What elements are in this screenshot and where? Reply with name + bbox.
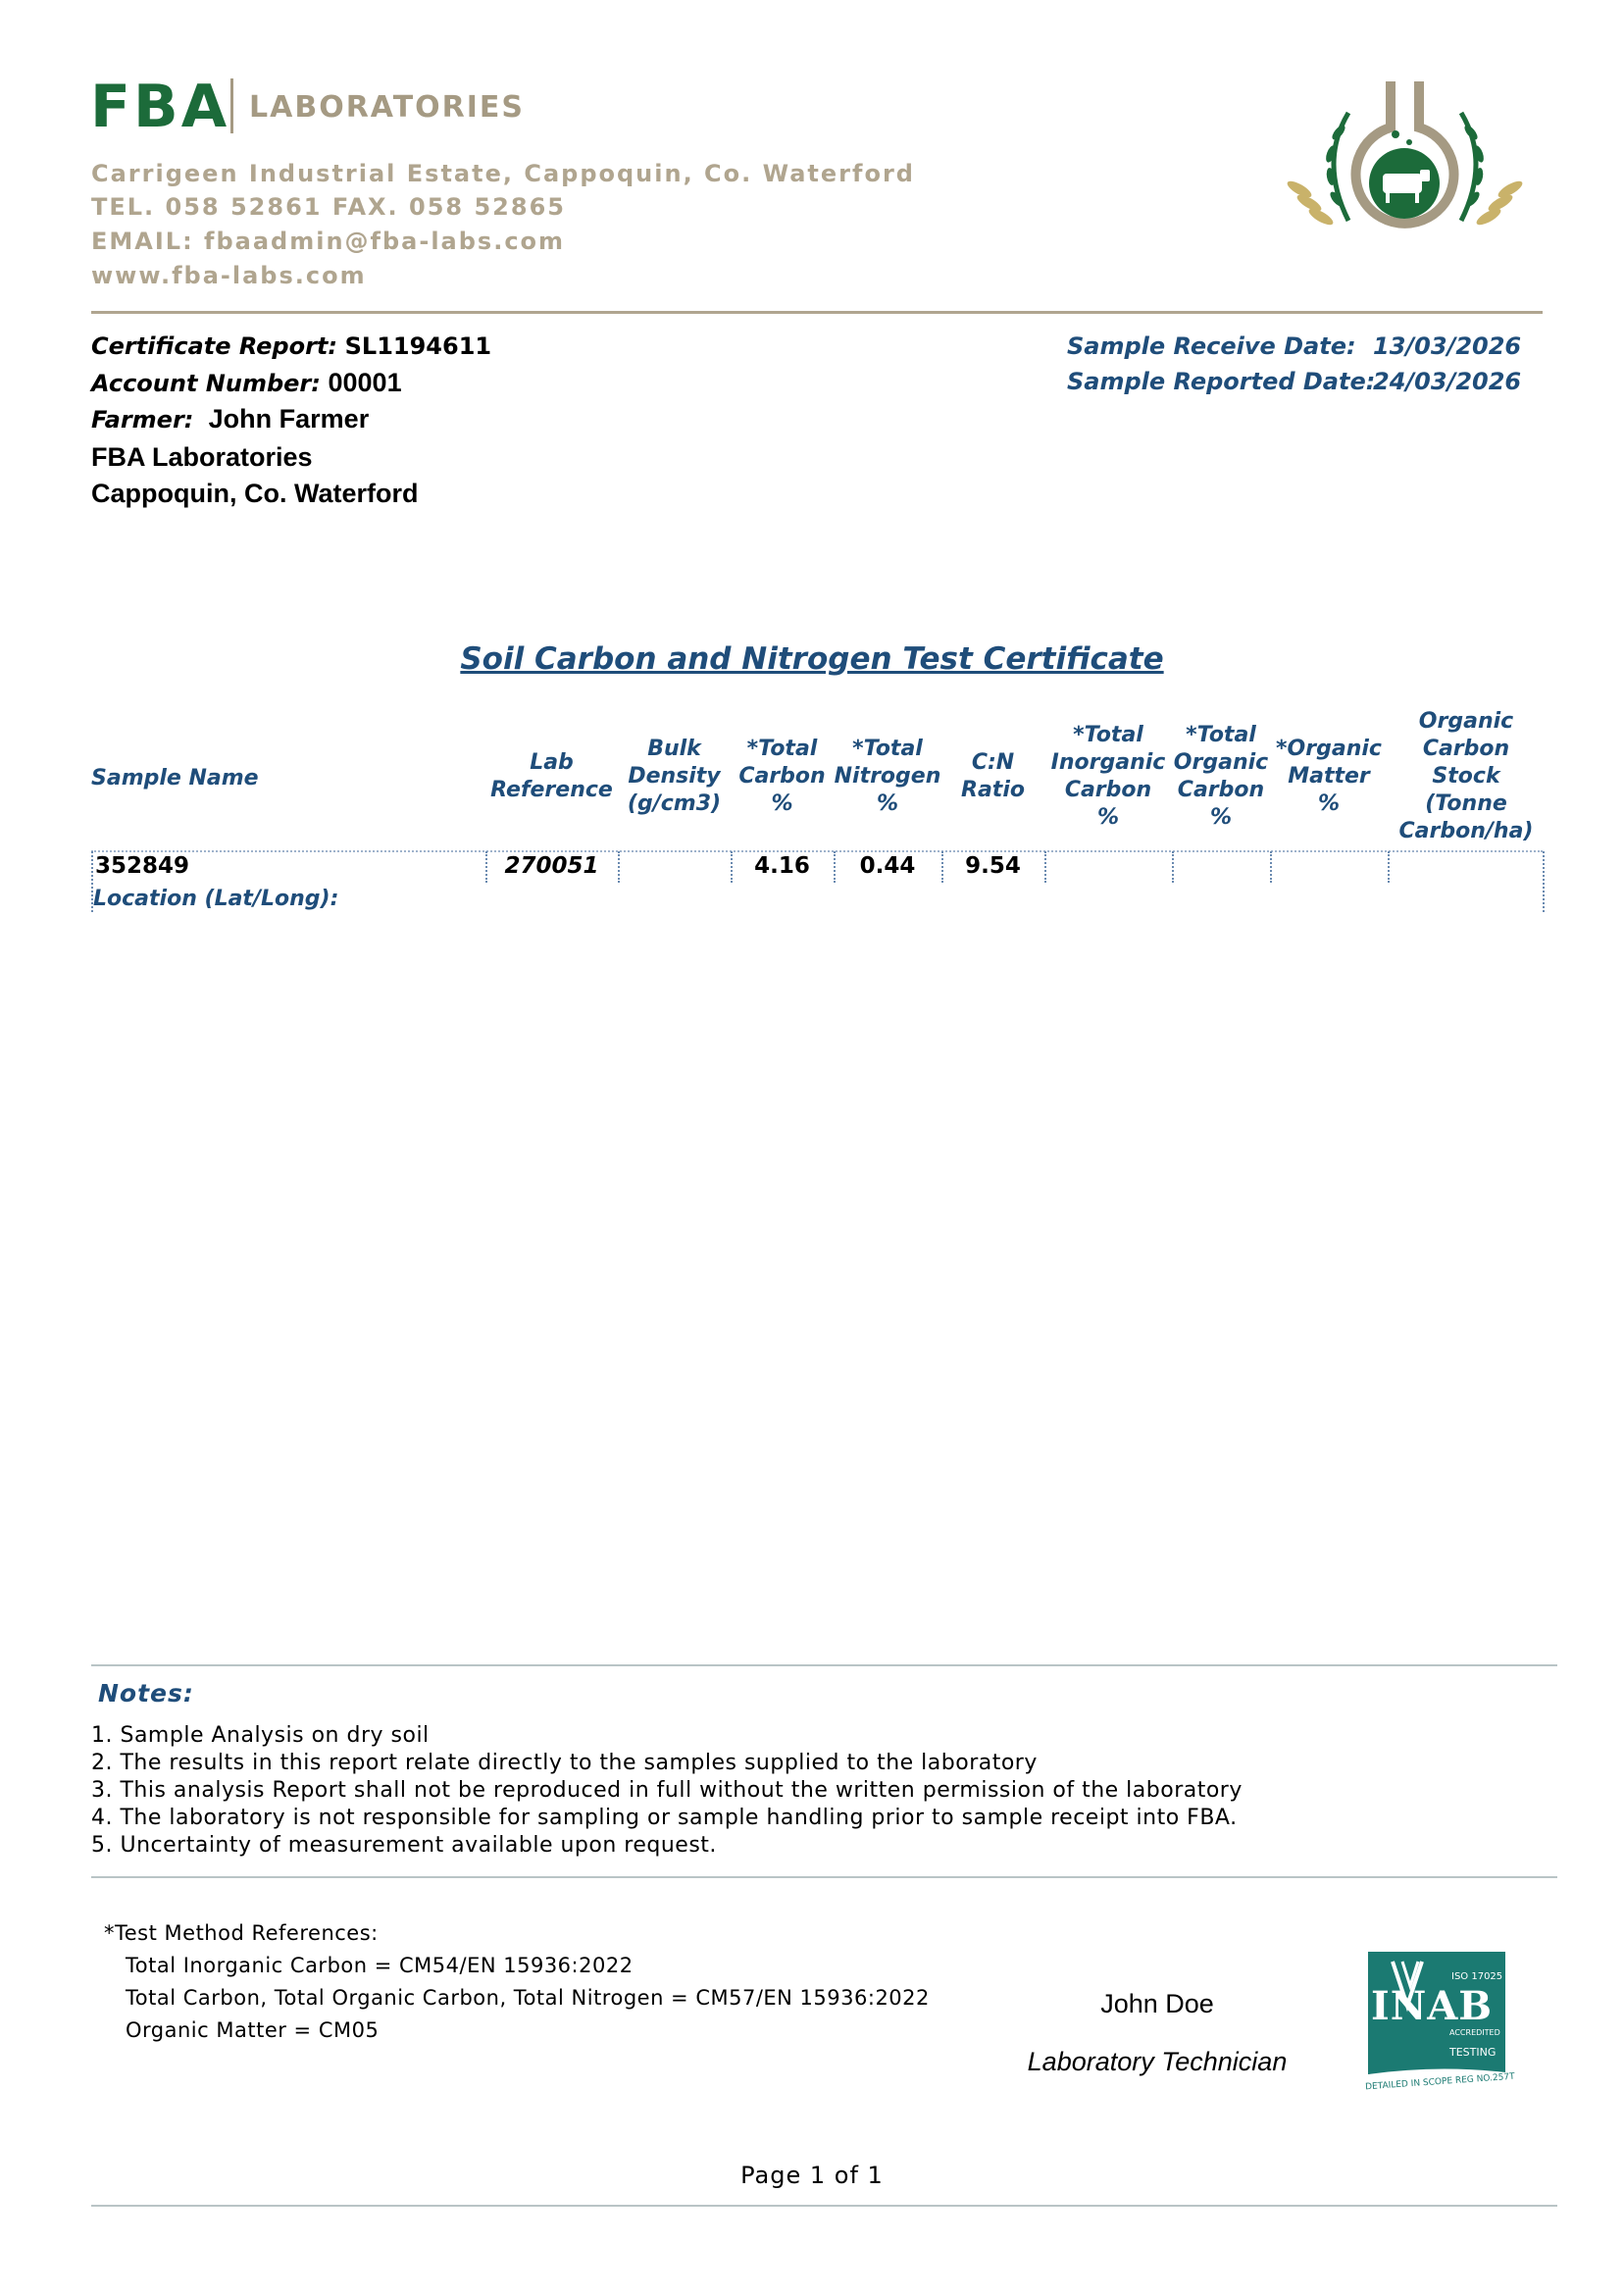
cell-total-carbon: 4.16 xyxy=(754,853,810,879)
farmer-address-line2: Cappoquin, Co. Waterford xyxy=(91,479,419,508)
note-item: 2. The results in this report relate directly to the samples supplied to the laboratory xyxy=(91,1751,1038,1775)
cell-divider xyxy=(1388,851,1390,883)
cell-divider xyxy=(618,851,620,883)
method-item: Total Carbon, Total Organic Carbon, Total Nitrogen = CM57/EN 15936:2022 xyxy=(126,1986,930,2010)
signatory-name: John Doe xyxy=(1100,1989,1214,2018)
col-header-cn-ratio: C:N Ratio xyxy=(961,750,1025,802)
col-header-organic-matter: *Organic Matter % xyxy=(1276,737,1382,816)
note-item: 4. The laboratory is not responsible for sampling or sample handling prior to sample receipt into FBA. xyxy=(91,1806,1238,1830)
certificate-title: Soil Carbon and Nitrogen Test Certificate xyxy=(460,641,1164,677)
inab-testing: TESTING xyxy=(1449,2046,1497,2059)
method-item: Organic Matter = CM05 xyxy=(126,2018,380,2042)
farmer-address-line1: FBA Laboratories xyxy=(91,442,313,472)
page-number: Page 1 of 1 xyxy=(740,2162,884,2189)
cell-total-nitrogen: 0.44 xyxy=(859,853,916,879)
account-value: 00001 xyxy=(328,368,402,397)
website-line: www.fba-labs.com xyxy=(91,262,367,289)
certificate-value: SL1194611 xyxy=(344,332,492,360)
signatory-role: Laboratory Technician xyxy=(1027,2047,1288,2076)
email-line: EMAIL: fbaadmin@fba-labs.com xyxy=(91,228,566,255)
farmer xyxy=(91,403,369,435)
col-header-bulk-density: Bulk Density (g/cm3) xyxy=(627,737,722,816)
laboratories-logo-text: LABORATORIES xyxy=(249,90,526,125)
note-item: 5. Uncertainty of measurement available upon request. xyxy=(91,1833,717,1858)
account-label: Account Number: xyxy=(91,370,321,397)
header-rule xyxy=(91,311,1543,314)
col-header-total-organic-carbon: *Total Organic Carbon % xyxy=(1173,723,1269,830)
farmer-label: Farmer: xyxy=(91,406,194,433)
reported-date-value: 24/03/2026 xyxy=(1373,368,1522,395)
cell-sample-name: 352849 xyxy=(95,853,190,879)
note-item: 1. Sample Analysis on dry soil xyxy=(91,1723,430,1748)
cell-divider xyxy=(1543,851,1545,912)
notes-top-rule xyxy=(91,1664,1557,1666)
certificate-report xyxy=(91,331,491,362)
flask-cow-emblem-icon xyxy=(1280,74,1530,255)
logo-divider xyxy=(230,78,233,133)
col-header-total-nitrogen: *Total Nitrogen % xyxy=(834,737,941,816)
location-label: Location (Lat/Long): xyxy=(93,887,339,911)
col-header-total-inorganic-carbon: *Total Inorganic Carbon % xyxy=(1050,723,1166,830)
col-header-organic-carbon-stock: Organic Carbon Stock (Tonne Carbon/ha) xyxy=(1398,709,1534,843)
cell-divider xyxy=(1172,851,1174,883)
receive-date-value: 13/03/2026 xyxy=(1373,332,1522,360)
fba-logo-text: FBA xyxy=(90,73,230,141)
inab-accredited: ACCREDITED xyxy=(1449,2028,1500,2037)
method-item: Total Inorganic Carbon = CM54/EN 15936:2022 xyxy=(126,1954,634,1977)
methods-heading: *Test Method References: xyxy=(104,1921,379,1945)
cell-divider xyxy=(1044,851,1046,883)
col-header-lab-reference: Lab Reference xyxy=(490,750,613,802)
notes-bottom-rule xyxy=(91,1876,1557,1878)
footer-rule xyxy=(91,2205,1557,2207)
certificate-label: Certificate Report: xyxy=(91,332,337,360)
cell-lab-reference: 270051 xyxy=(504,853,599,879)
notes-heading: Notes: xyxy=(98,1679,194,1708)
cell-divider xyxy=(1270,851,1272,883)
address-line: Carrigeen Industrial Estate, Cappoquin, Co. Waterford xyxy=(91,160,915,187)
col-header-sample-name: Sample Name xyxy=(91,766,259,790)
inab-iso: ISO 17025 xyxy=(1451,1971,1503,1982)
account-number xyxy=(91,367,402,399)
phone-fax-line: TEL. 058 52861 FAX. 058 52865 xyxy=(91,193,566,221)
inab-scope: DETAILED IN SCOPE REG NO.257T xyxy=(1364,2071,1515,2093)
farmer-value: John Farmer xyxy=(208,404,370,433)
note-item: 3. This analysis Report shall not be reproduced in full without the written permission of the laboratory xyxy=(91,1778,1243,1803)
inab-brand: INAB xyxy=(1371,1983,1494,2029)
receive-date-label: Sample Receive Date: xyxy=(1067,332,1356,360)
reported-date-label: Sample Reported Date: xyxy=(1067,368,1376,395)
col-header-total-carbon: *Total Carbon % xyxy=(738,737,826,816)
cell-cn-ratio: 9.54 xyxy=(965,853,1021,879)
